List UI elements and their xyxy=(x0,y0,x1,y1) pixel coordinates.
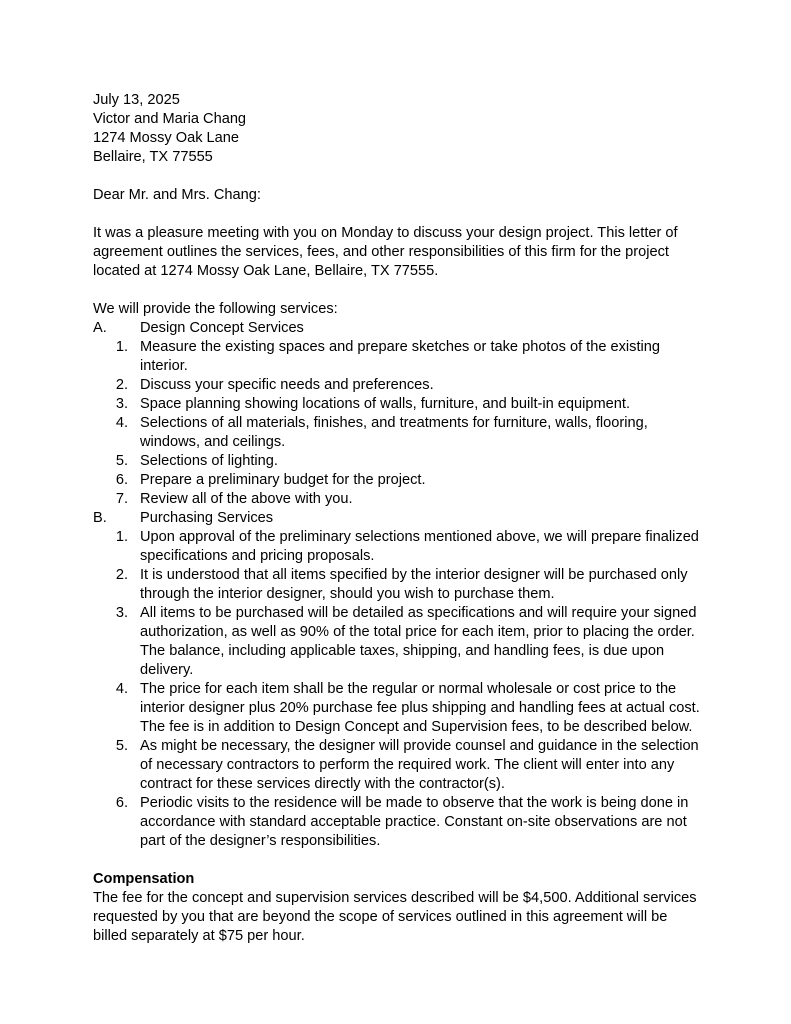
item-number: 1. xyxy=(115,529,128,545)
item-text: Selections of lighting. xyxy=(140,453,278,469)
item-number: 4. xyxy=(115,415,128,431)
letter-page xyxy=(93,91,703,946)
list-item xyxy=(93,528,703,566)
purchasing-list xyxy=(93,528,703,851)
recipient-street: 1274 Mossy Oak Lane xyxy=(93,130,240,146)
item-number: 6. xyxy=(115,472,128,488)
item-number: 5. xyxy=(115,453,128,469)
list-item xyxy=(93,794,703,851)
list-item xyxy=(93,338,703,376)
list-item xyxy=(93,376,703,395)
item-text: As might be necessary, the designer will provide counsel and guidance in the selection of necessary contractors to perform the required work. The client will enter into any contract for these services directly with the contractor(s). xyxy=(140,738,699,792)
recipient-city-line: Bellaire, TX 77555 xyxy=(93,149,213,165)
item-number: 2. xyxy=(115,377,128,393)
section-heading-a xyxy=(93,319,703,338)
list-item xyxy=(93,452,703,471)
section-letter: A. xyxy=(93,320,107,336)
list-item xyxy=(93,490,703,509)
spacer xyxy=(93,851,703,870)
section-title: Design Concept Services xyxy=(140,320,304,336)
letter-date: July 13, 2025 xyxy=(93,92,180,108)
compensation-paragraph: The fee for the concept and supervision services described will be $4,500. Additional services requested by you that are beyond the scope of services outlined in this agreement will be billed separately at $75 per hour. xyxy=(93,890,697,944)
item-text: Discuss your specific needs and preferences. xyxy=(140,377,434,393)
item-text: Space planning showing locations of walls, furniture, and built-in equipment. xyxy=(140,396,630,412)
section-letter: B. xyxy=(93,510,107,526)
item-number: 5. xyxy=(115,738,128,754)
salutation: Dear Mr. and Mrs. Chang: xyxy=(93,187,261,203)
item-text: Upon approval of the preliminary selections mentioned above, we will prepare finalized specifications and pricing proposals. xyxy=(140,529,699,564)
design-concept-list xyxy=(93,338,703,509)
item-text: The price for each item shall be the regular or normal wholesale or cost price to the interior designer plus 20% purchase fee plus shipping and handling fees at actual cost. The fee is in addition to Design Concept and Supervision fees, to be described below. xyxy=(140,681,700,735)
item-number: 6. xyxy=(115,795,128,811)
list-item xyxy=(93,395,703,414)
list-item xyxy=(93,414,703,452)
section-title: Purchasing Services xyxy=(140,510,274,526)
spacer xyxy=(93,281,703,300)
list-item xyxy=(93,737,703,794)
item-text: All items to be purchased will be detailed as specifications and will require your signed authorization, as well as 90% of the total price for each item, prior to placing the order. The balance, including applicable taxes, shipping, and handling fees, is due upon delivery. xyxy=(140,605,697,678)
item-number: 1. xyxy=(115,339,128,355)
item-text: Measure the existing spaces and prepare sketches or take photos of the existing interior. xyxy=(140,339,661,374)
item-text: Periodic visits to the residence will be made to observe that the work is being done in accordance with standard acceptable practice. Constant on-site observations are not part of the designer’s responsibilities. xyxy=(140,795,689,849)
intro-paragraph: It was a pleasure meeting with you on Monday to discuss your design project. This letter of agreement outlines the services, fees, and other responsibilities of this firm for the project located at 1274 Mossy Oak Lane, Bellaire, TX 77555. xyxy=(93,225,678,279)
list-item xyxy=(93,604,703,680)
item-number: 7. xyxy=(115,491,128,507)
item-number: 3. xyxy=(115,605,128,621)
list-item xyxy=(93,566,703,604)
list-item xyxy=(93,471,703,490)
recipient-name: Victor and Maria Chang xyxy=(93,111,247,127)
compensation-heading: Compensation xyxy=(93,871,195,887)
item-number: 4. xyxy=(115,681,128,697)
item-text: It is understood that all items specified by the interior designer will be purchased only through the interior designer, should you wish to purchase them. xyxy=(140,567,688,602)
spacer xyxy=(93,205,703,224)
spacer xyxy=(93,167,703,186)
services-lead: We will provide the following services: xyxy=(93,301,338,317)
item-number: 2. xyxy=(115,567,128,583)
section-heading-b xyxy=(93,509,703,528)
item-text: Selections of all materials, finishes, and treatments for furniture, walls, flooring, windows, and ceilings. xyxy=(140,415,648,450)
item-text: Review all of the above with you. xyxy=(140,491,353,507)
item-number: 3. xyxy=(115,396,128,412)
list-item xyxy=(93,680,703,737)
item-text: Prepare a preliminary budget for the project. xyxy=(140,472,426,488)
